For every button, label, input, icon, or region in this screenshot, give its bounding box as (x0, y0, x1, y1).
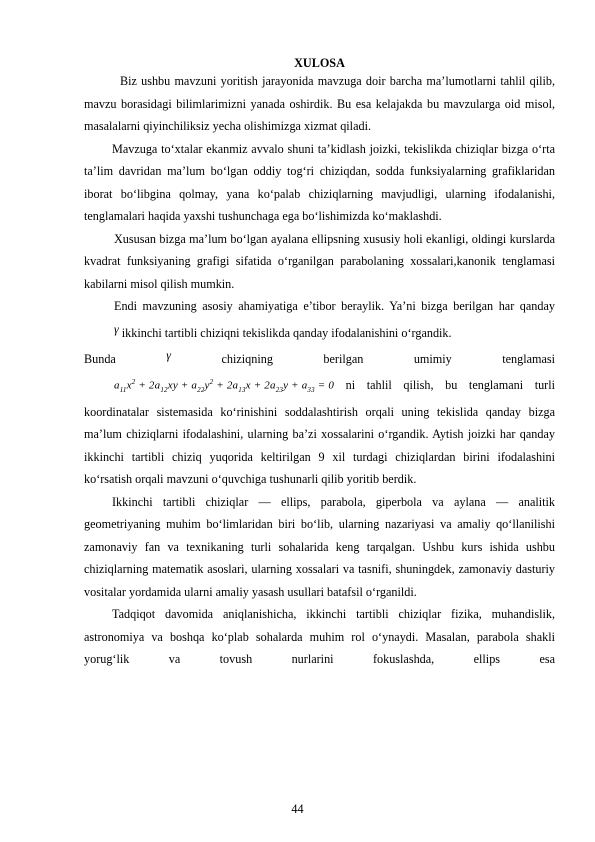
word-berilgan: berilgan (323, 352, 364, 366)
paragraph-5: Ikkinchi tartibli chiziqlar — ellips, parabola, giperbola va aylana — analitik geometriyaning muhim bo‘limlaridan biri bo‘lib, ularning nazariyasi va amaliy qo‘llanilishi zamonaviy fan va texnikaning turli sohalarida keng tarqalgan. Ushbu kurs ishida ushbu chiziqlarning matematik asoslari, ularning xossalari va tasnifi, shuningdek, zamonaviy dasturiy vositalar yordamida ularni amaliy yasash usullari batafsil o‘rganildi. (84, 494, 555, 599)
paragraph-1: Biz ushbu mavzuni yoritish jarayonida mavzuga doir barcha ma’lumotlarni tahlil qilib, mavzu borasidagi bilimlarimizni yanada oshirdik. Bu esa kelajakda bu mavzularga oid misol, masalalarni qiyinchiliksiz yecha olishimizga xizmat qiladi. (84, 74, 555, 133)
paragraph-4 (84, 295, 555, 491)
word-bunda: Bunda (84, 352, 116, 366)
page-title: XULOSA (294, 56, 345, 70)
page-number: 44 (291, 802, 304, 816)
paragraph-4-text-a: Endi mavzuning asosiy ahamiyatiga e’tibor beraylik. Ya’ni bizga berilgan har qanday (114, 299, 555, 313)
word-chiziqning: chiziqning (221, 352, 273, 366)
paragraph-2: Mavzuga to‘xtalar ekanmiz avvalo shuni ta’kidlash joizki, tekislikda chiziqlar bizga o‘rta ta’lim davridan ma’lum bo‘lgan oddiy tog‘ri chiziqdan, sodda funksiyalarning grafiklaridan iborat bo‘libgina qolmay, yana ko‘palab chiziqlarning mavjudligi, ularning ifodalanishi, tenglamalari haqida yaxshi tushunchaga ega bo‘lishimizda ko‘maklashdi. (84, 141, 555, 223)
word-umimiy: umimiy (413, 352, 452, 366)
general-equation-formula: $a_{11}x^2 + 2a_{12}xy + a_{22}y^2 + 2a_{13}x + 2a_{23}y + a_{33} = 0$ (114, 377, 335, 394)
word-tenglamasi: tenglamasi (502, 352, 556, 366)
paragraph-4-spread-line (84, 344, 555, 371)
paragraph-3: Xususan bizga ma’lum bo‘lgan ayalana ellipsning xususiy holi ekanligi, oldingi kurslarda kvadrat funksiyaning grafigi sifatida o‘rganilgan parabolaning xossalari,kanonik tenglamasi kabilarni misol qilish mumkin. (84, 231, 555, 291)
paragraph-4-text-c: ni tahlil qilish, bu tenglamani turli koordinatalar sistemasida ko‘rinishini soddalashtirish orqali uning tekislida qanday bizga ma’lum chiziqlarni ifodalashini, ularning ba’zi xossalarini o‘rgandik. Aytish joizki har qanday ikkinchi tartibli chiziq yuqorida keltirilgan 9 xil turdagi chiziqlardan birini ifodalashini ko‘rsatish orqali mavzuni o‘quvchiga tushunarli qilib yoritib berdik. (84, 377, 555, 487)
paragraph-4-text-b: ikkinchi tartibli chiziqni tekislikda qanday ifodalanishini o‘rgandik. (121, 325, 452, 340)
gamma-symbol: γ (166, 348, 172, 362)
gamma-symbol: γ (114, 321, 119, 336)
document-page (84, 56, 555, 671)
paragraph-6: Tadqiqot davomida aniqlanishicha, ikkinchi tartibli chiziqlar fizika, muhandislik, astronomiya va boshqa ko‘plab sohalarda muhim rol o‘ynaydi. Masalan, parabola shakli yorug‘lik va tovush nurlarini fokuslashda, ellips esa (84, 607, 555, 667)
